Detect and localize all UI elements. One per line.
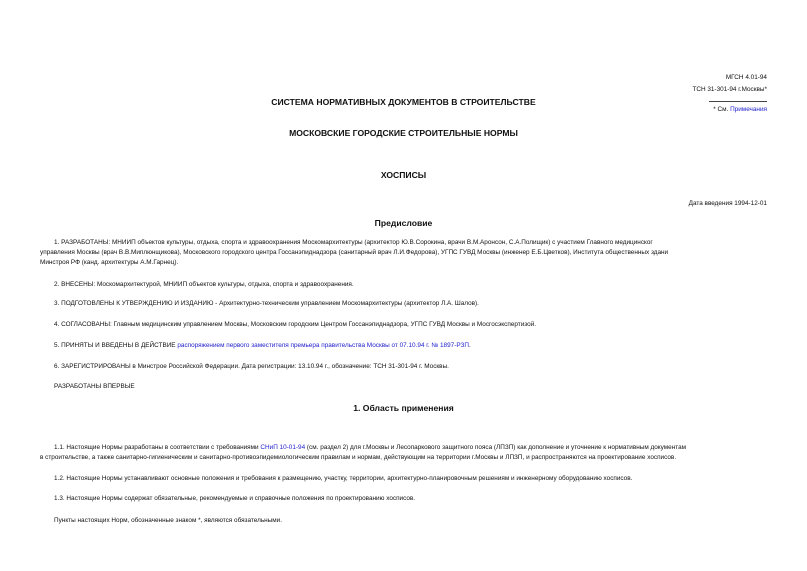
- section-1-paragraph-1: [40, 443, 767, 463]
- preface-heading: Предисловие: [374, 218, 433, 228]
- preface-p6-text: 6. ЗАРЕГИСТРИРОВАНЫ в Минстрое Российской Федерации. Дата регистрации: 13.10.94 г., обозначение: ТСН 31-301-94 г. Москвы.: [54, 363, 449, 370]
- p12-text: 1.2. Настоящие Нормы устанавливают основные положения и требования к размещению, участку, территории, архитектурно-планировочным решениям и инженерному оборудованию хосписов.: [54, 475, 633, 482]
- document-title: ХОСПИСЫ: [380, 170, 427, 180]
- p11-line2: в строительстве, а также санитарно-гигиеническим и санитарно-противоэпидемиологическим правилам и нормам, действующим на территории г.Москвы и ЛПЗП, и распространяются на проектирование хосписов.: [40, 454, 677, 461]
- section-1-paragraph-4: [40, 516, 767, 526]
- decree-link[interactable]: распоряжением первого заместителя премьера правительства Москвы от 07.10.94 г. № 1897-РЗП: [177, 342, 469, 349]
- preface-paragraph-4: [40, 320, 767, 330]
- p11-rest: (см. раздел 2) для г.Москвы и Лесопаркового защитного пояса (ЛПЗП) как дополнение и уточнение к нормативным документам: [305, 444, 687, 451]
- section-1-paragraph-3: [40, 494, 767, 504]
- preface-p1-line1: 1. РАЗРАБОТАНЫ: МНИИП объектов культуры, отдыха, спорта и здравоохранения Москомархитектуры (архитектор Ю.В.Сорокина, врачи В.М.Аронсон, С.А.Полищик) с участием Главного медицинског: [54, 239, 653, 246]
- preface-p5-prefix: 5. ПРИНЯТЫ И ВВЕДЕНЫ В ДЕЙСТВИЕ: [54, 342, 178, 349]
- norms-title: МОСКОВСКИЕ ГОРОДСКИЕ СТРОИТЕЛЬНЫЕ НОРМЫ: [289, 128, 518, 138]
- doc-code-tsn: ТСН 31-301-94 г.Москвы*: [692, 86, 767, 93]
- developed-first-note: [40, 382, 767, 392]
- preface-p2-text: 2. ВНЕСЕНЫ: Москомархитектурой, МНИИП объектов культуры, отдыха, спорта и здравоохранения.: [54, 281, 354, 288]
- notes-link[interactable]: Примечания: [730, 106, 767, 113]
- developed-first-text: РАЗРАБОТАНЫ ВПЕРВЫЕ: [54, 383, 135, 390]
- header-note-prefix: * См.: [713, 106, 731, 113]
- preface-p3-text: 3. ПОДГОТОВЛЕНЫ К УТВЕРЖДЕНИЮ И ИЗДАНИЮ - Архитектурно-техническим управлением Москомархитектуры (архитектор Л.А. Шалов).: [54, 300, 479, 307]
- preface-p1-line2: управления Москвы (врач В.В.Миплюнщикова), Московского городского центра Госсанэпиднадзора (санитарный врач Л.И.Федорова), УГПС ГУВД Москвы (инженер Е.Б.Цветков), Института общественных здани: [40, 249, 669, 256]
- preface-paragraph-2: [40, 280, 767, 290]
- p11-prefix: 1.1. Настоящие Нормы разработаны в соответствии с требованиями: [54, 444, 261, 451]
- header-note: [713, 106, 767, 114]
- snip-link[interactable]: СНиП 10-01-94: [260, 444, 306, 451]
- preface-paragraph-6: [40, 362, 767, 372]
- p14-text: Пункты настоящих Норм, обозначенные знаком *, являются обязательными.: [54, 517, 283, 524]
- preface-p5-suffix: .: [468, 342, 471, 349]
- system-title: СИСТЕМА НОРМАТИВНЫХ ДОКУМЕНТОВ В СТРОИТЕЛЬСТВЕ: [271, 97, 536, 107]
- preface-paragraph-1: [40, 238, 767, 268]
- p13-text: 1.3. Настоящие Нормы содержат обязательные, рекомендуемые и справочные положения по проектированию хосписов.: [54, 495, 416, 502]
- doc-code-mgsn: МГСН 4.01-94: [725, 74, 767, 81]
- preface-paragraph-5: [40, 341, 767, 351]
- preface-p4-text: 4. СОГЛАСОВАНЫ: Главным медицинским управлением Москвы, Московским городским Центром Госсанэпиднадзора, УГПС ГУВД Москвы и Мосгосэкспертизой.: [54, 321, 537, 328]
- preface-paragraph-3: [40, 299, 767, 309]
- section-1-heading: 1. Область применения: [353, 403, 454, 413]
- introduction-date: Дата введения 1994-12-01: [688, 200, 767, 207]
- preface-p1-line3: Минстроя РФ (канд. архитектуры А.М.Гарнец).: [40, 259, 179, 266]
- section-1-paragraph-2: [40, 474, 767, 484]
